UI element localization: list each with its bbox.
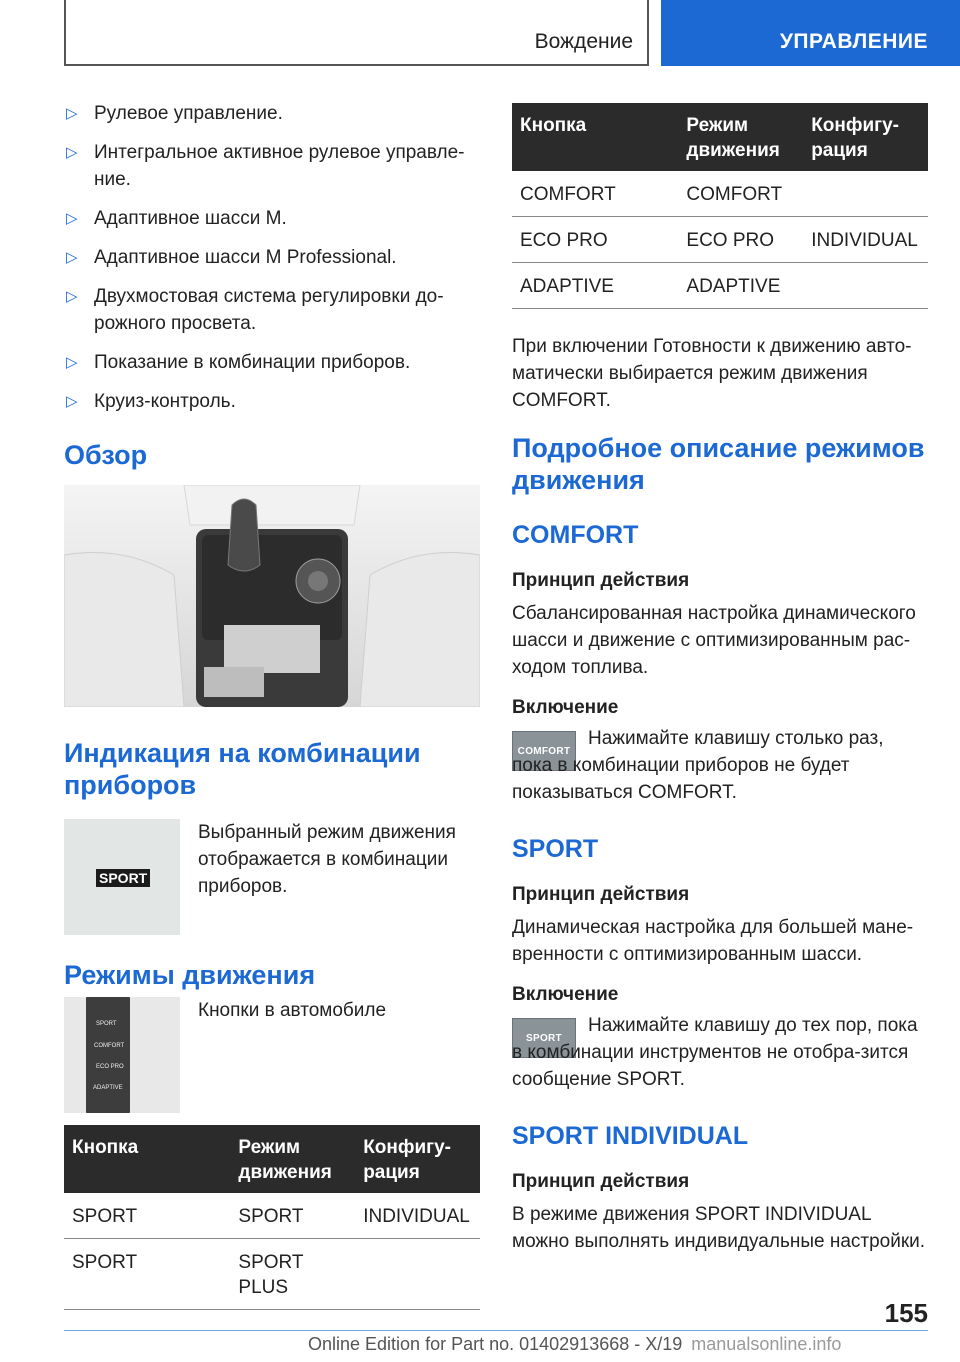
comfort-key: COMFORT <box>512 731 576 771</box>
list-item: ▷ Интегральное активное рулевое управле-ние. <box>64 139 480 193</box>
list-item: ▷ Адаптивное шасси M. <box>64 205 480 232</box>
table-row <box>512 217 928 263</box>
table-cell: ECO PRO <box>678 217 803 263</box>
triangle-bullet-icon: ▷ <box>66 144 78 161</box>
page-number: 155 <box>884 1298 928 1328</box>
right-column <box>512 103 928 1255</box>
triangle-bullet-icon: ▷ <box>66 249 78 266</box>
table-cell: INDIVIDUAL <box>355 1193 480 1239</box>
list-item: ▷ Показание в комбинации приборов. <box>64 349 480 376</box>
table-cell: ADAPTIVE <box>512 263 678 309</box>
header-chapter-label: УПРАВЛЕНИЕ <box>779 30 928 53</box>
table-cell: ECO PRO <box>512 217 678 263</box>
header-section-label: Вождение <box>534 30 633 53</box>
list-item: ▷ Двухмостовая система регулировки до-рожного просвета. <box>64 283 480 337</box>
sport-individual-principle: В режиме движения SPORT INDIVIDUAL можно выполнять индивидуальные настройки. <box>512 1204 926 1252</box>
console-label: ECO PRO <box>96 1064 124 1070</box>
table-cell <box>355 1239 480 1310</box>
table-cell: SPORT <box>230 1193 355 1239</box>
modes-heading: Режимы движения <box>64 960 316 990</box>
center-console-illustration <box>64 485 480 707</box>
indication-text: Выбранный режим движения отображается в комбинации приборов. <box>198 822 456 897</box>
triangle-bullet-icon: ▷ <box>66 105 78 122</box>
comfort-enable-label: Включение <box>512 697 619 718</box>
console-label: SPORT <box>96 1021 117 1027</box>
intro-text: При включении Готовности к движению авто-матически выбирается режим движения COMFORT. <box>512 336 912 411</box>
header-section-tab[interactable] <box>64 0 649 66</box>
modes-caption: Кнопки в автомобиле <box>198 1000 387 1021</box>
list-item: ▷ Круиз-контроль. <box>64 388 480 415</box>
table-row <box>64 1193 480 1239</box>
table-row <box>512 171 928 217</box>
left-column <box>64 100 480 1310</box>
sport-enable-label: Включение <box>512 984 619 1005</box>
console-label: ADAPTIVE <box>93 1085 123 1091</box>
table-row <box>64 1239 480 1310</box>
footer-edition <box>308 1334 841 1355</box>
sport-key: SPORT <box>512 1018 576 1058</box>
header-chapter-tab[interactable] <box>661 0 960 66</box>
detail-heading: Подробное описание режимов движения <box>512 433 925 495</box>
table-cell: COMFORT <box>678 171 803 217</box>
sport-title: SPORT <box>512 835 599 863</box>
modes-figure <box>64 997 480 1113</box>
modes-table-left <box>64 1125 480 1310</box>
sport-badge: SPORT <box>96 869 150 887</box>
sport-enable-text: Нажимайте клавишу до тех пор, пока в комбинации инструментов не отобра-зится сообщение SPORT. <box>512 1015 918 1090</box>
cluster-thumbnail <box>64 819 180 935</box>
list-item: ▷ Адаптивное шасси M Professional. <box>64 244 480 271</box>
overview-heading: Обзор <box>64 440 148 470</box>
console-label: COMFORT <box>94 1043 125 1049</box>
table-cell: SPORT <box>64 1239 230 1310</box>
comfort-principle-label: Принцип действия <box>512 570 690 591</box>
triangle-bullet-icon: ▷ <box>66 288 78 305</box>
triangle-bullet-icon: ▷ <box>66 210 78 227</box>
edition-text: Online Edition for Part no. 01402913668 - X/19 <box>308 1334 683 1354</box>
table-row <box>512 263 928 309</box>
column-header: Кнопка <box>64 1125 230 1193</box>
indication-heading: Индикация на комбинации приборов <box>64 738 421 800</box>
column-header: Режим движения <box>678 103 803 171</box>
table-cell <box>803 263 928 309</box>
sport-individual-title: SPORT INDIVIDUAL <box>512 1122 749 1150</box>
column-header: Конфигу-рация <box>803 103 928 171</box>
sport-principle-label: Принцип действия <box>512 884 690 905</box>
sport-principle: Динамическая настройка для большей мане-вренности с оптимизированным шасси. <box>512 917 914 965</box>
triangle-bullet-icon: ▷ <box>66 354 78 371</box>
table-cell: SPORT <box>64 1193 230 1239</box>
watermark-text: manualsonline.info <box>691 1334 842 1354</box>
table-cell: COMFORT <box>512 171 678 217</box>
mode-buttons-thumbnail <box>64 997 180 1113</box>
sport-individual-principle-label: Принцип действия <box>512 1171 690 1192</box>
column-header: Кнопка <box>512 103 678 171</box>
center-console-photo <box>64 485 480 707</box>
comfort-title: COMFORT <box>512 521 639 549</box>
comfort-principle: Сбалансированная настройка динамического шасси и движение с оптимизированным рас-ходом топлива. <box>512 603 916 678</box>
table-cell: SPORT PLUS <box>230 1239 355 1310</box>
indication-figure <box>64 819 480 935</box>
column-header: Конфигу-рация <box>355 1125 480 1193</box>
table-cell: INDIVIDUAL <box>803 217 928 263</box>
column-header: Режим движения <box>230 1125 355 1193</box>
table-header-row <box>512 103 928 171</box>
table-header-row <box>64 1125 480 1193</box>
modes-table-right <box>512 103 928 309</box>
triangle-bullet-icon: ▷ <box>66 393 78 410</box>
list-item: ▷ Рулевое управление. <box>64 100 480 127</box>
table-cell <box>803 171 928 217</box>
table-cell: ADAPTIVE <box>678 263 803 309</box>
comfort-enable-text: Нажимайте клавишу столько раз, пока в комбинации приборов не будет показываться COMFORT. <box>512 728 884 803</box>
footer-divider <box>64 1330 928 1331</box>
feature-list <box>64 100 480 415</box>
